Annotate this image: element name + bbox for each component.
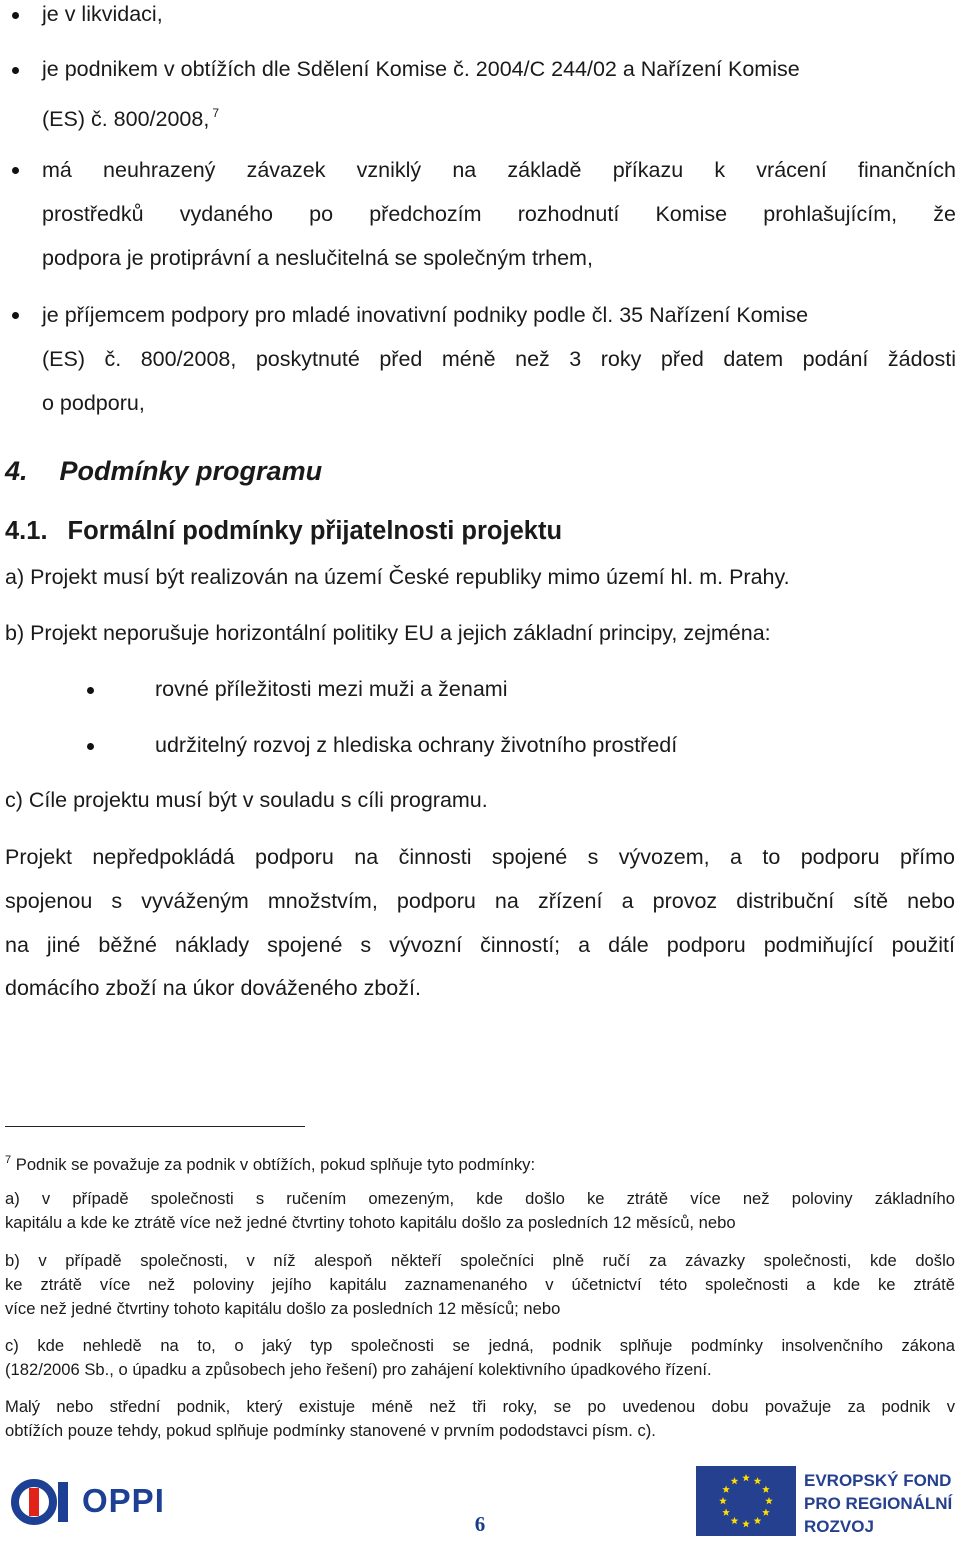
bullet-text-cont: prostředků vydaného po předchozím rozhodnutí Komise prohlašujícím, že (42, 202, 956, 226)
bullet-text-cont: podpora je protiprávní a neslučitelná se společným trhem, (42, 246, 593, 270)
paragraph-line: na jiné běžné náklady spojené s vývozní činností; a dále podporu podmiňující použití (5, 933, 955, 957)
subsection-title: Formální podmínky přijatelnosti projektu (67, 517, 563, 545)
eu-flag-icon (696, 1466, 796, 1536)
condition-b-item: udržitelný rozvoj z hlediska ochrany životního prostředí (155, 733, 678, 757)
oppi-logo-text: OPPI (82, 1482, 165, 1519)
eu-logo-line: PRO REGIONÁLNÍ (804, 1494, 953, 1513)
condition-b-item: rovné příležitosti mezi muži a ženami (155, 677, 508, 701)
footnote-line: a) v případě společnosti s ručením omezeným, kde došlo ke ztrátě více než poloviny základního (5, 1189, 955, 1208)
footnote-line: (182/2006 Sb., o úpadku a způsobech jeho řešení) pro zahájení kolektivního úpadkového řízení. (5, 1360, 712, 1379)
footnote-line: b) v případě společnosti, v níž alespoň někteří společníci plně ručí za závazky společnosti, kde došlo (5, 1251, 955, 1270)
bullet-dot (87, 687, 94, 694)
footnote-line: c) kde nehledě na to, o jaký typ společnosti se jedná, podnik splňuje podmínky insolvenčního zákona (5, 1336, 955, 1355)
bullet-text: je v likvidaci, (42, 2, 163, 26)
paragraph-line: spojenou s vyváženým množstvím, podporu na zřízení a provoz distribuční sítě nebo (5, 889, 955, 913)
footnote-line: Malý nebo střední podnik, který existuje méně než tři roky, se po uvedenou dobu považuje za podnik v (5, 1397, 955, 1416)
oppi-logo (10, 1478, 175, 1526)
footnote-line: kapitálu a kde ke ztrátě více než jedné čtvrtiny tohoto kapitálu došlo za posledních 12 měsíců, nebo (5, 1213, 736, 1232)
bullet-dot (12, 312, 19, 319)
footnote-separator (5, 1126, 305, 1127)
bullet-dot (12, 167, 19, 174)
condition-a: a) Projekt musí být realizován na území České republiky mimo území hl. m. Prahy. (5, 565, 790, 589)
eu-logo-line: EVROPSKÝ FOND (804, 1471, 952, 1490)
paragraph-line: domácího zboží na úkor dováženého zboží. (5, 976, 421, 1000)
eu-logo-line: ROZVOJ (804, 1517, 874, 1536)
subsection-heading (5, 517, 562, 546)
section-heading (5, 456, 322, 487)
bullet-text: má neuhrazený závazek vzniklý na základě příkazu k vrácení finančních (42, 158, 956, 182)
eu-logo (696, 1466, 958, 1536)
footnote-ref: 7 (212, 106, 220, 120)
footnote-intro: $^7$ Podnik se považuje za podnik v obtížích, pokud splňuje tyto podmínky: (5, 1154, 536, 1174)
condition-b: b) Projekt neporušuje horizontální politiky EU a jejich základní principy, zejména: (5, 621, 771, 645)
page-number: 6 (474, 1512, 486, 1536)
condition-c: c) Cíle projektu musí být v souladu s cíli programu. (5, 788, 488, 812)
footnote-line: obtížích pouze tehdy, pokud splňuje podmínky stanovené v prvním pododstavci písm. c). (5, 1421, 656, 1440)
bullet-dot (12, 12, 19, 19)
bullet-dot (12, 67, 19, 74)
subsection-number: 4.1. (5, 517, 48, 545)
footnote-line: ke ztrátě více než poloviny jejího kapitálu zaznamenaného v účetnictví této společnosti a kde ke ztrátě (5, 1275, 955, 1294)
bullet-text: je příjemcem podpory pro mladé inovativní podniky podle čl. 35 Nařízení Komise (42, 303, 809, 327)
paragraph-line: Projekt nepředpokládá podporu na činnosti spojené s vývozem, a to podporu přímo (5, 845, 955, 869)
footnote-number: 7 (5, 1154, 12, 1166)
bullet-dot (87, 743, 94, 750)
bullet-text-cont: (ES) č. 800/2008, poskytnuté před méně než 3 roky před datem podání žádosti (42, 347, 956, 371)
bullet-text: je podnikem v obtížích dle Sdělení Komise č. 2004/C 244/02 a Nařízení Komise (42, 57, 800, 81)
section-number: 4. (5, 456, 28, 486)
oppi-emblem-icon (10, 1478, 82, 1526)
bullet-text-cont: o podporu, (42, 391, 145, 415)
section-title: Podmínky programu (59, 456, 323, 486)
bullet-text-cont: (ES) č. 800/2008, $^7$ (42, 106, 220, 131)
footnote-line: více než jedné čtvrtiny tohoto kapitálu došlo za posledních 12 měsíců; nebo (5, 1299, 561, 1318)
